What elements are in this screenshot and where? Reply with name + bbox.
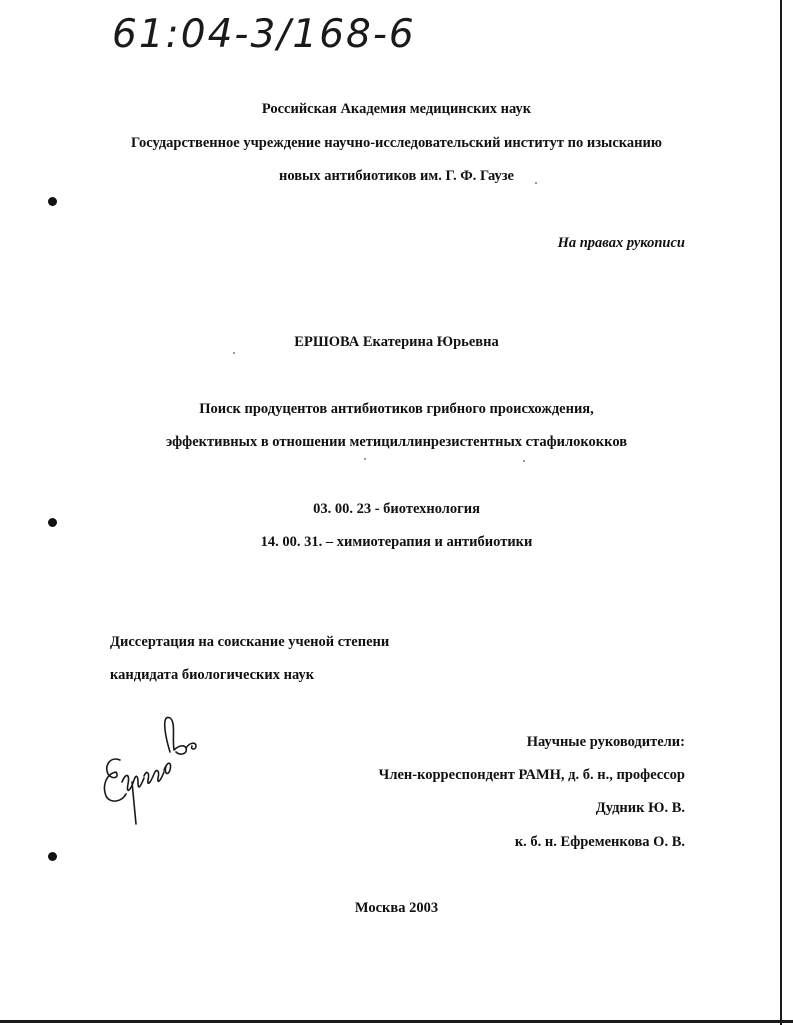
academy-name: Российская Академия медицинских наук xyxy=(261,101,532,117)
specialty-2: 14. 00. 31. – химиотерапия и антибиотики xyxy=(260,534,533,550)
title-line-2: эффективных в отношении метициллинрезистентных стафилококков xyxy=(165,434,628,450)
supervisor-1-name: Дудник Ю. В. xyxy=(595,800,685,816)
binder-hole-top xyxy=(48,197,57,206)
degree-line-1: Диссертация на соискание ученой степени xyxy=(110,634,390,650)
scan-speck xyxy=(535,182,537,184)
scan-speck xyxy=(233,352,235,354)
scan-speck xyxy=(523,460,525,462)
supervisors-heading: Научные руководители: xyxy=(526,734,685,750)
supervisor-1-title: Член-корреспондент РАМН, д. б. н., профессор xyxy=(378,767,685,783)
specialty-1: 03. 00. 23 - биотехнология xyxy=(313,501,480,517)
institution-line-1: Государственное учреждение научно-исследовательский институт по изысканию xyxy=(131,135,662,151)
author-name: ЕРШОВА Екатерина Юрьевна xyxy=(294,334,499,350)
rights-note: На правах рукописи xyxy=(557,235,685,251)
place-year: Москва 2003 xyxy=(354,900,439,916)
binder-hole-middle xyxy=(48,518,57,527)
institution-line-2: новых антибиотиков им. Г. Ф. Гаузе xyxy=(278,168,514,184)
scan-speck xyxy=(364,458,366,460)
scan-edge-bottom xyxy=(0,1020,793,1023)
binder-hole-bottom xyxy=(48,852,57,861)
degree-line-2: кандидата биологических наук xyxy=(110,667,315,683)
author-signature xyxy=(92,712,212,832)
title-line-1: Поиск продуцентов антибиотиков грибного происхождения, xyxy=(199,401,594,417)
handwritten-catalog-number: 61:04-3/168-6 xyxy=(112,12,416,57)
supervisor-2: к. б. н. Ефременкова О. В. xyxy=(514,834,685,850)
